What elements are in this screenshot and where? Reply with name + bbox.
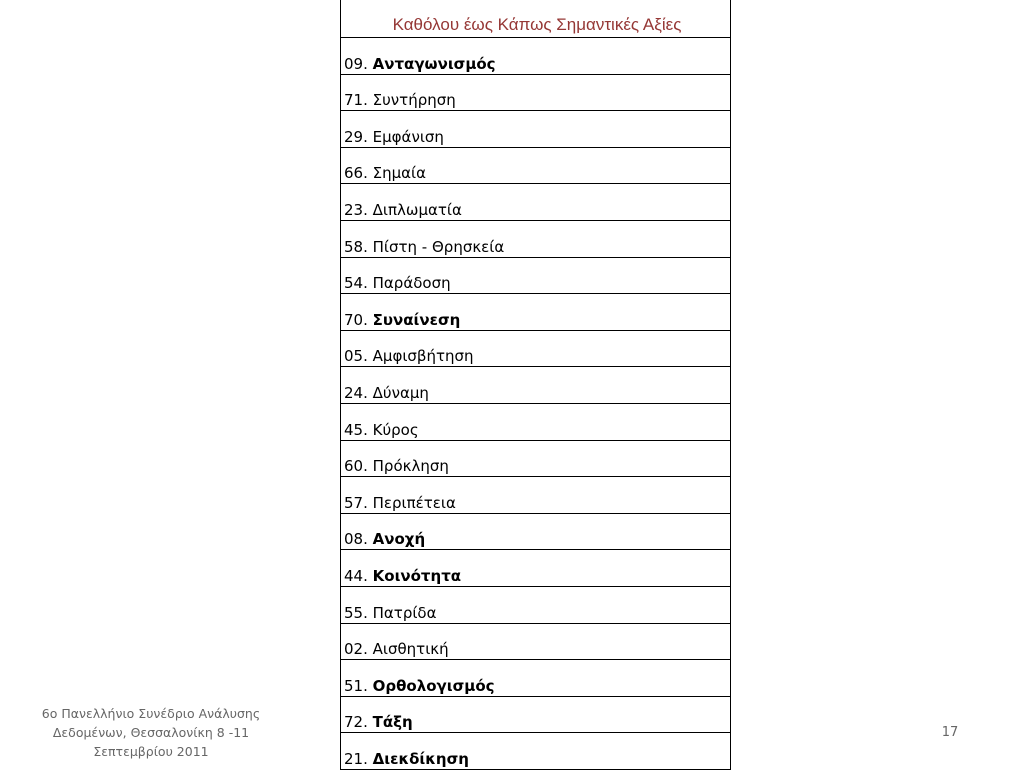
value-cell [341, 477, 731, 514]
value-label: Εμφάνιση [372, 127, 444, 146]
table-row [341, 184, 731, 221]
value-cell [341, 111, 731, 148]
value-cell [341, 147, 731, 184]
value-number: 24. [344, 383, 368, 402]
table-row [341, 477, 731, 514]
value-number: 70. [344, 310, 368, 329]
value-number: 44. [344, 566, 368, 585]
value-label: Διεκδίκηση [372, 749, 469, 768]
value-label: Αμφισβήτηση [372, 347, 474, 366]
table-row [341, 220, 731, 257]
value-number: 60. [344, 457, 368, 476]
table-row [341, 367, 731, 404]
table-row [341, 38, 731, 75]
value-number: 08. [344, 530, 368, 549]
value-cell [341, 660, 731, 697]
value-cell [341, 257, 731, 294]
value-cell [341, 550, 731, 587]
value-label: Πρόκληση [372, 457, 449, 476]
table-row [341, 623, 731, 660]
table-header: Καθόλου έως Κάπως Σημαντικές Αξίες [341, 0, 731, 38]
value-cell [341, 330, 731, 367]
table-header-row [341, 0, 731, 38]
value-number: 72. [344, 713, 368, 732]
value-label: Παράδοση [372, 274, 451, 293]
value-cell [341, 733, 731, 770]
page-number: 17 [941, 725, 959, 740]
values-table [340, 0, 731, 770]
value-label: Σημαία [372, 164, 427, 183]
value-label: Δύναμη [372, 383, 429, 402]
value-number: 58. [344, 237, 368, 256]
table-row [341, 403, 731, 440]
value-number: 29. [344, 127, 368, 146]
value-label: Ορθολογισμός [372, 676, 495, 695]
footer-line-2: Δεδομένων, Θεσσαλονίκη 8 -11 [52, 725, 250, 740]
footer-line-3: Σεπτεμβρίου 2011 [93, 744, 209, 759]
value-number: 02. [344, 640, 368, 659]
value-label: Τάξη [372, 713, 413, 732]
value-number: 09. [344, 54, 368, 73]
value-label: Συντήρηση [372, 91, 456, 110]
table-row [341, 513, 731, 550]
table-row [341, 330, 731, 367]
value-label: Πίστη - Θρησκεία [372, 237, 505, 256]
value-number: 05. [344, 347, 368, 366]
table-row [341, 550, 731, 587]
value-label: Ανταγωνισμός [372, 54, 496, 73]
value-label: Ανοχή [372, 530, 426, 549]
value-number: 51. [344, 676, 368, 695]
value-label: Συναίνεση [372, 310, 461, 329]
value-cell [341, 367, 731, 404]
table-row [341, 147, 731, 184]
value-number: 57. [344, 493, 368, 512]
table-row [341, 294, 731, 331]
value-cell [341, 623, 731, 660]
table-row [341, 440, 731, 477]
value-cell [341, 696, 731, 733]
footer-conference-info [20, 704, 282, 761]
value-cell [341, 403, 731, 440]
table-row [341, 733, 731, 770]
value-label: Αισθητική [372, 640, 449, 659]
value-cell [341, 294, 731, 331]
table-row [341, 257, 731, 294]
value-label: Πατρίδα [372, 603, 437, 622]
value-cell [341, 38, 731, 75]
table-row [341, 660, 731, 697]
value-number: 54. [344, 274, 368, 293]
table-row [341, 586, 731, 623]
table-row [341, 74, 731, 111]
value-label: Κοινότητα [372, 566, 462, 585]
value-number: 66. [344, 164, 368, 183]
table-row [341, 111, 731, 148]
value-cell [341, 220, 731, 257]
value-label: Περιπέτεια [372, 493, 456, 512]
table-row [341, 696, 731, 733]
value-cell [341, 184, 731, 221]
value-cell [341, 586, 731, 623]
value-number: 71. [344, 91, 368, 110]
values-table-body [341, 0, 731, 769]
value-label: Διπλωματία [372, 200, 462, 219]
value-number: 55. [344, 603, 368, 622]
value-cell [341, 513, 731, 550]
value-number: 21. [344, 749, 368, 768]
value-cell [341, 74, 731, 111]
value-label: Κύρος [372, 420, 419, 439]
value-number: 45. [344, 420, 368, 439]
value-cell [341, 440, 731, 477]
footer-line-1: 6ο Πανελλήνιο Συνέδριο Ανάλυσης [41, 706, 261, 721]
value-number: 23. [344, 200, 368, 219]
